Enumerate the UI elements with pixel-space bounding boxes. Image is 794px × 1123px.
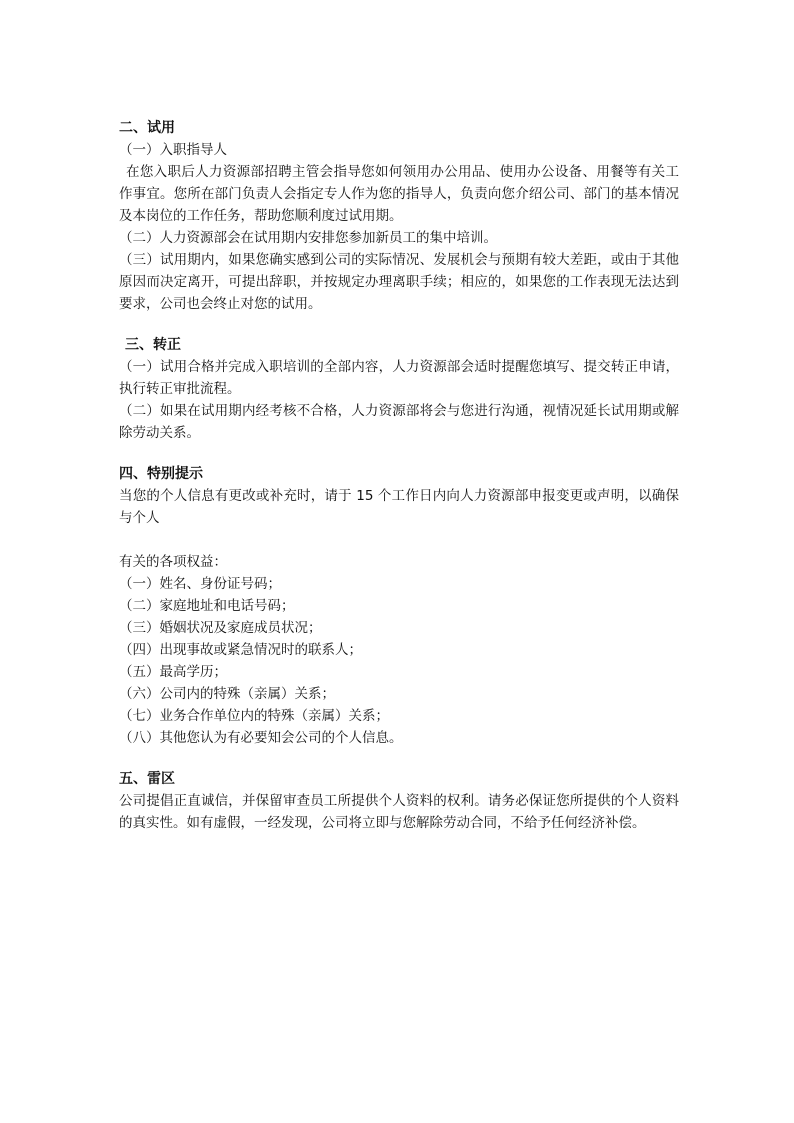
subheading-mentor: （一）入职指导人 (119, 142, 227, 158)
list-item: （四）出现事故或紧急情况时的联系人； (119, 642, 362, 658)
list-item: （三）婚姻状况及家庭成员状况； (119, 620, 322, 636)
paragraph-red-zone: 公司提倡正直诚信，并保留审查员工所提供个人资料的权利。请务必保证您所提供的个人资料的真实性。如有虚假，一经发现，公司将立即与您解除劳动合同，不给予任何经济补偿。 (119, 793, 679, 831)
section-regularization (119, 334, 679, 444)
paragraph-regularization-2: （二）如果在试用期内经考核不合格，人力资源部将会与您进行沟通，视情况延长试用期或解除劳动关系。 (119, 403, 679, 441)
spacer (119, 749, 679, 768)
paragraph-mentor: 在您入职后人力资源部招聘主管会指导您如何领用办公用品、使用办公设备、用餐等有关工作事宜。您所在部门负责人会指定专人作为您的指导人，负责向您介绍公司、部门的基本情况及本岗位的工作任务，帮助您顺利度过试用期。 (119, 164, 679, 224)
paragraph-resignation: （三）试用期内，如果您确实感到公司的实际情况、发展机会与预期有较大差距，或由于其他原因而决定离开，可提出辞职，并按规定办理离职手续；相应的，如果您的工作表现无法达到要求，公司也会终止对您的试用。 (119, 252, 679, 312)
paragraph-regularization-1: （一）试用合格并完成入职培训的全部内容，人力资源部会适时提醒您填写、提交转正申请，执行转正审批流程。 (119, 359, 679, 397)
spacer (119, 444, 679, 463)
paragraph-notice-intro: 当您的个人信息有更改或补充时，请于 15 个工作日内向人力资源部申报变更或声明，以确保与个人 (119, 488, 679, 526)
section-heading-special-notice: 四、特别提示 (119, 466, 203, 482)
section-probation (119, 117, 679, 315)
list-item: （八）其他您认为有必要知会公司的个人信息。 (119, 730, 403, 746)
section-heading-red-zone: 五、雷区 (119, 771, 175, 787)
list-item: （一）姓名、身份证号码； (119, 576, 281, 592)
list-item: （七）业务合作单位内的特殊（亲属）关系； (119, 708, 389, 724)
list-item: （二）家庭地址和电话号码； (119, 598, 295, 614)
paragraph-training: （二）人力资源部会在试用期内安排您参加新员工的集中培训。 (119, 230, 497, 246)
spacer (119, 315, 679, 334)
section-red-zone (119, 768, 679, 834)
list-item: （五）最高学历； (119, 664, 227, 680)
document-page (119, 117, 679, 834)
section-heading-regularization: 三、转正 (125, 337, 181, 353)
spacer (119, 529, 679, 551)
paragraph-notice-intro-continued: 有关的各项权益： (119, 554, 227, 570)
list-item: （六）公司内的特殊（亲属）关系； (119, 686, 335, 702)
section-special-notice (119, 463, 679, 749)
section-heading-probation: 二、试用 (119, 120, 175, 136)
